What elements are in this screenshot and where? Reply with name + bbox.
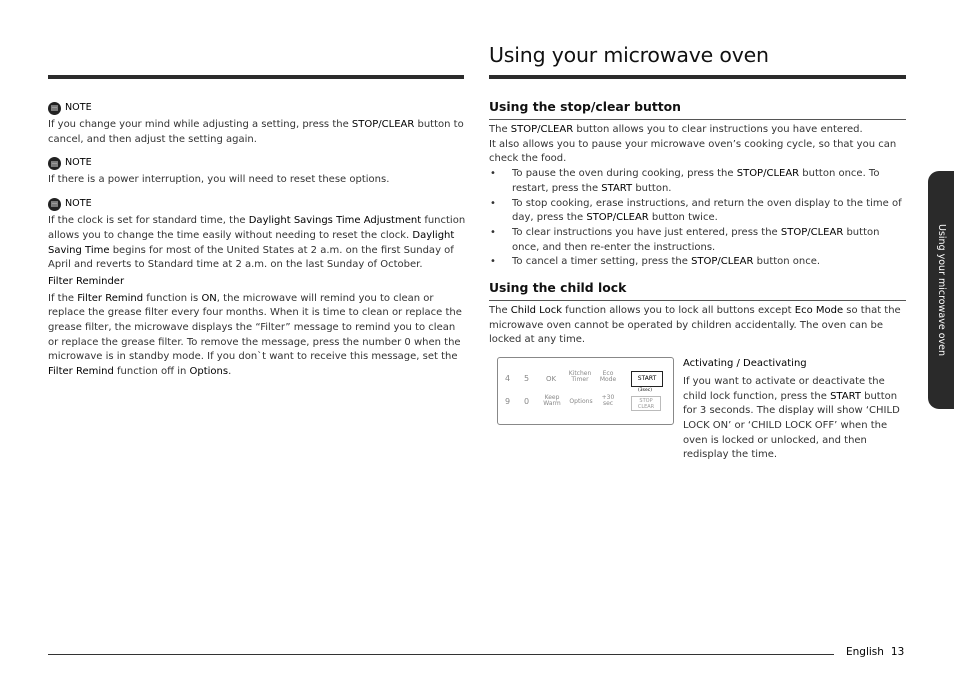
footer-language: English bbox=[846, 646, 884, 658]
header-rule-right bbox=[489, 75, 906, 79]
page-title: Using your microwave oven bbox=[489, 43, 769, 67]
note-label: NOTE bbox=[65, 197, 92, 209]
stop-clear-list bbox=[489, 167, 906, 270]
stop-clear-button-illustration: STOP CLEAR bbox=[631, 396, 661, 411]
child-lock-illustration-area bbox=[489, 357, 906, 467]
key-eco-mode: Eco Mode bbox=[599, 370, 617, 384]
note-icon: ▤ bbox=[48, 198, 61, 211]
note-3-text: If the clock is set for standard time, the Daylight Savings Time Adjustment function allows you to change the time easily without needing to reset the clock. Daylight Saving Time begins for most of the United States at 2 a.m. on the first Sunday of April and reverts to Standard time at 2 a.m. on the last Sunday of October. bbox=[48, 215, 466, 271]
note-2-text: If there is a power interruption, you will need to reset these options. bbox=[48, 174, 390, 186]
note-block-1 bbox=[48, 100, 466, 147]
key-4: 4 bbox=[505, 374, 511, 384]
stop-clear-term: STOP/CLEAR bbox=[351, 119, 415, 130]
key-kitchen-timer: Kitchen Timer bbox=[568, 370, 592, 384]
list-item: • To pause the oven during cooking, press the STOP/CLEAR button once. To restart, press the START button. bbox=[489, 167, 906, 196]
child-lock-intro: The Child Lock function allows you to lock all buttons except Eco Mode so that the microwave oven cannot be operated by children accidentally. The oven can be locked at any time. bbox=[489, 305, 901, 346]
note-heading bbox=[48, 100, 466, 116]
note-block-3 bbox=[48, 196, 466, 273]
note-block-2 bbox=[48, 155, 466, 188]
key-ok: OK bbox=[546, 375, 557, 384]
child-lock-section-body bbox=[489, 304, 906, 467]
header-rule-left bbox=[48, 75, 464, 79]
right-column bbox=[489, 98, 906, 467]
stop-clear-section-heading: Using the stop/clear button bbox=[489, 98, 906, 120]
chapter-side-tab bbox=[928, 171, 954, 409]
note-heading bbox=[48, 196, 466, 212]
start-button-illustration: START bbox=[631, 371, 663, 387]
key-9: 9 bbox=[505, 397, 511, 407]
key-5: 5 bbox=[524, 374, 530, 384]
stop-clear-pause-text: It also allows you to pause your microwave oven’s cooking cycle, so that you can check the food. bbox=[489, 138, 897, 165]
control-panel-illustration bbox=[497, 357, 674, 425]
filter-reminder-block bbox=[48, 275, 466, 380]
page-number: 13 bbox=[890, 646, 905, 658]
side-tab-label: Using your microwave oven bbox=[936, 224, 947, 356]
note-icon: ▤ bbox=[48, 102, 61, 115]
note-label: NOTE bbox=[65, 101, 92, 113]
stop-clear-intro: The STOP/CLEAR button allows you to clear instructions you have entered. bbox=[489, 124, 863, 135]
activating-text-block bbox=[683, 357, 907, 463]
key-plus30: +30 sec bbox=[601, 394, 615, 408]
stop-clear-section-body bbox=[489, 123, 906, 270]
left-column bbox=[48, 100, 466, 380]
note-heading bbox=[48, 155, 466, 171]
activating-heading: Activating / Deactivating bbox=[683, 358, 807, 370]
filter-reminder-text: If the Filter Remind function is ON, the microwave will remind you to clean or replace the grease filter every four months. When it is time to clean or replace the grease filter, the microwave displays the “Filter” message to remind you to clean or replace the grease filter. To remove the message, press the number 0 when the microwave is in standby mode. If you don`t want to receive this message, set the Filter Remind function off in Options. bbox=[48, 292, 462, 378]
list-item: • To stop cooking, erase instructions, and return the oven display to the time of day, press the STOP/CLEAR button twice. bbox=[489, 197, 906, 226]
child-lock-section-heading: Using the child lock bbox=[489, 279, 906, 301]
filter-reminder-heading: Filter Reminder bbox=[48, 275, 125, 287]
footer bbox=[846, 645, 904, 659]
note-label: NOTE bbox=[65, 157, 92, 169]
key-0: 0 bbox=[524, 397, 530, 407]
key-keep-warm: Keep Warm bbox=[543, 394, 561, 408]
footer-rule bbox=[48, 654, 834, 655]
hold-3sec-label: (3sec) bbox=[638, 388, 652, 394]
key-options: Options bbox=[569, 398, 593, 406]
list-item: • To clear instructions you have just entered, press the STOP/CLEAR button once, and then re-enter the instructions. bbox=[489, 226, 906, 255]
list-item: • To cancel a timer setting, press the STOP/CLEAR button once. bbox=[489, 255, 906, 270]
note-icon: ▤ bbox=[48, 157, 61, 170]
activating-text: If you want to activate or deactivate the child lock function, press the START button for 3 seconds. The display will show ‘CHILD LOCK ON’ or ‘CHILD LOCK OFF’ when the oven is locked or unlocked, and then redisplay the time. bbox=[683, 375, 900, 461]
note-1-text: If you change your mind while adjusting a setting, press the STOP/CLEAR button to cancel, and then adjust the setting again. bbox=[48, 119, 464, 145]
